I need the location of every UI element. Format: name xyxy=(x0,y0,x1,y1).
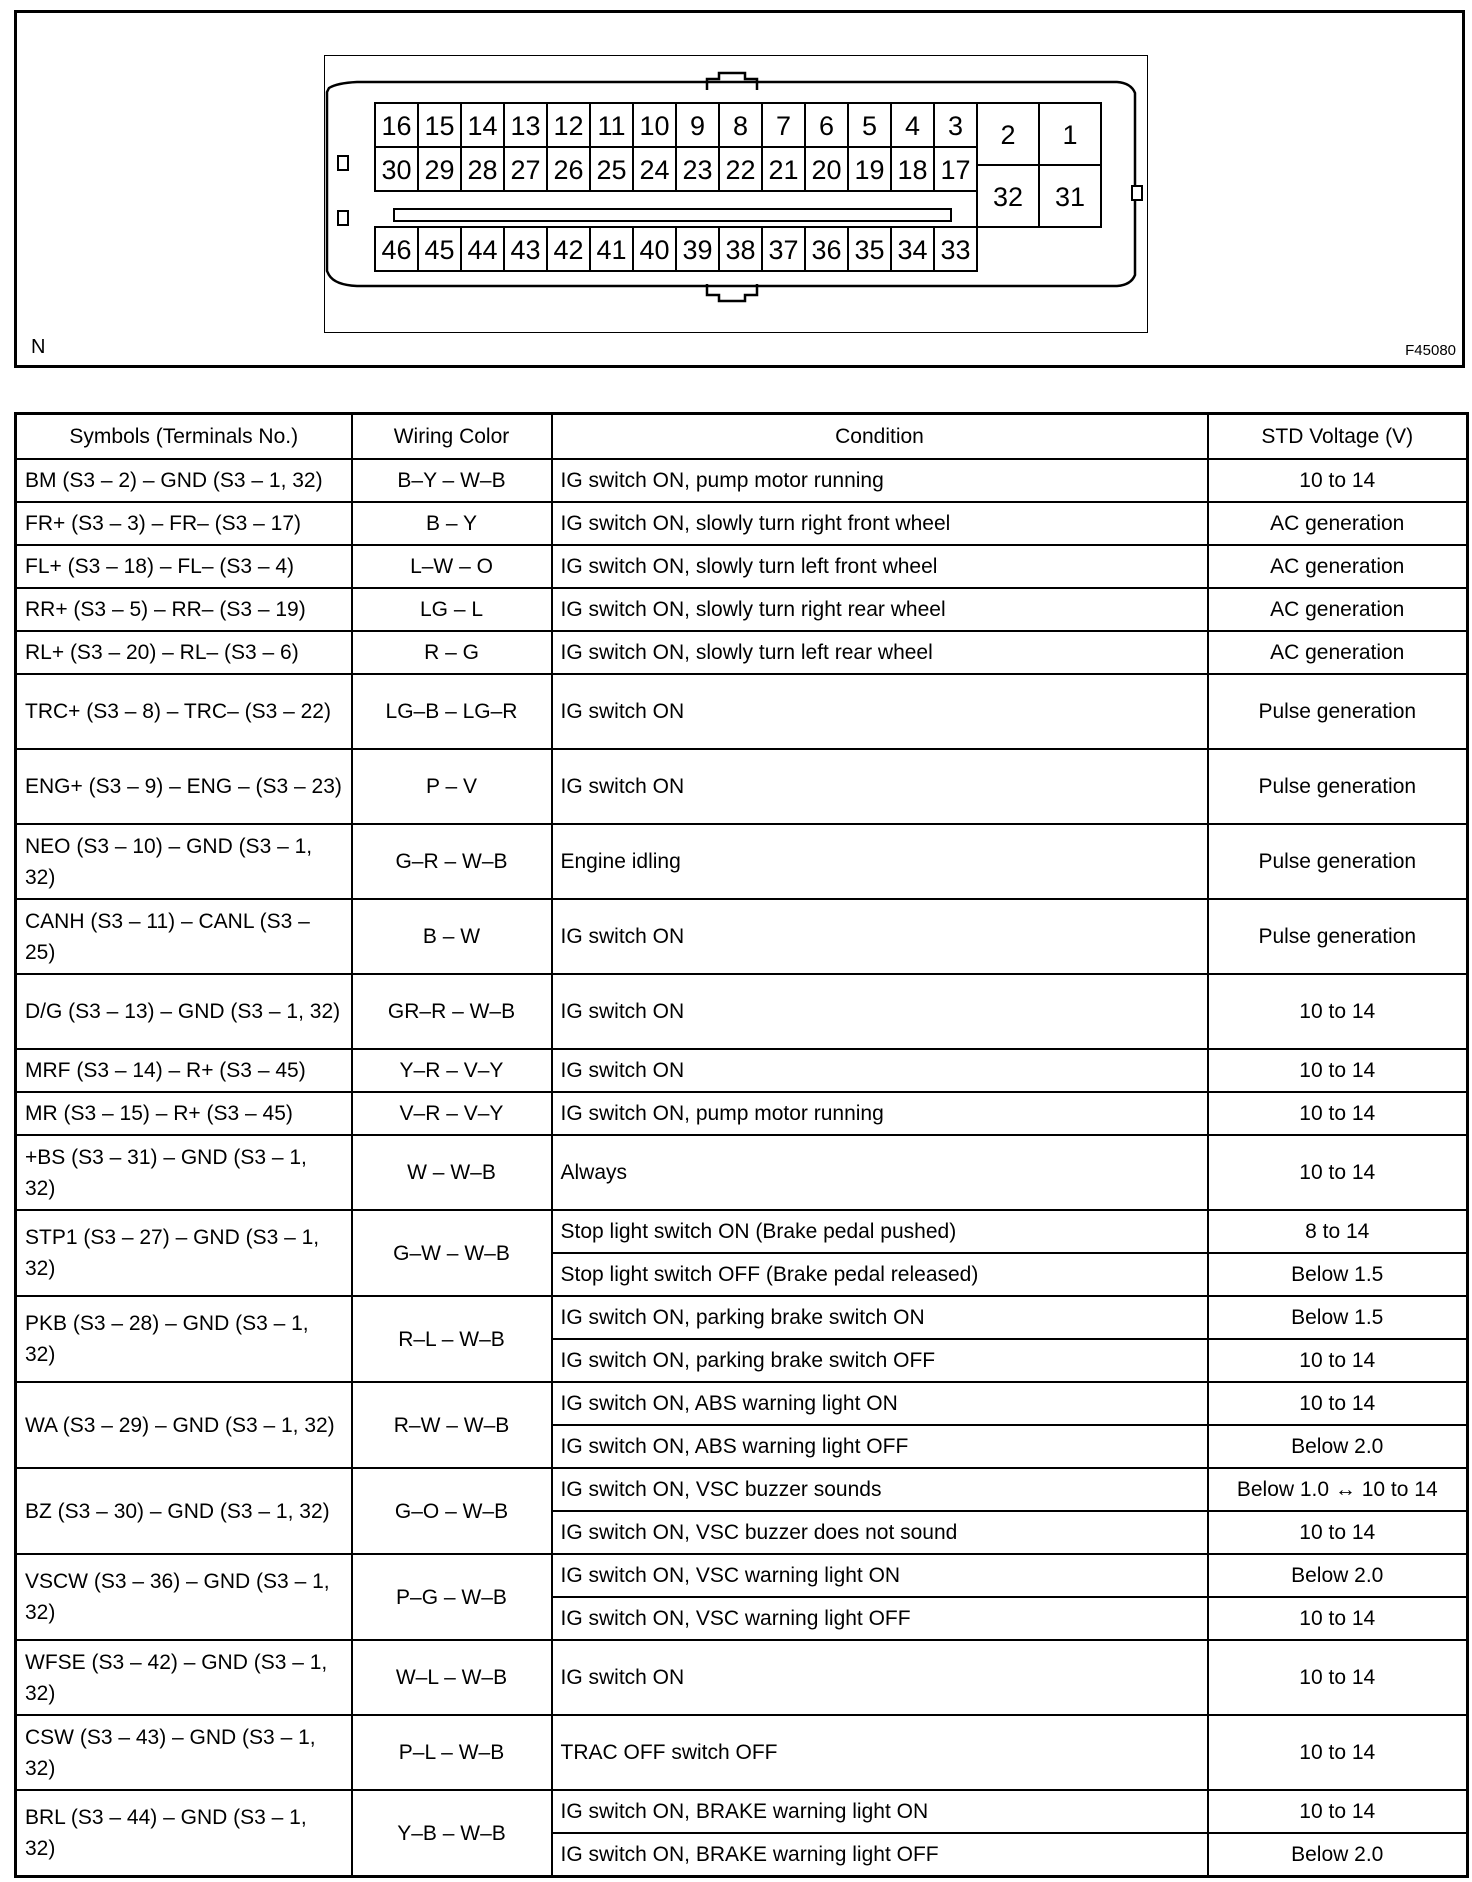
terminal-symbol: ENG+ (S3 – 9) – ENG – (S3 – 23) xyxy=(16,749,352,824)
condition: Always xyxy=(552,1135,1208,1210)
terminal-symbol: CSW (S3 – 43) – GND (S3 – 1, 32) xyxy=(16,1715,352,1790)
wiring-color: LG–B – LG–R xyxy=(352,674,552,749)
table-row xyxy=(16,1715,1468,1790)
left-tab-upper xyxy=(338,156,348,170)
std-voltage: Below 1.5 xyxy=(1208,1253,1468,1296)
std-voltage: Below 2.0 xyxy=(1208,1554,1468,1597)
std-voltage: 10 to 14 xyxy=(1208,1135,1468,1210)
condition: IG switch ON, ABS warning light ON xyxy=(552,1382,1208,1425)
table-row xyxy=(16,1554,1468,1597)
terminal-symbol: MRF (S3 – 14) – R+ (S3 – 45) xyxy=(16,1049,352,1092)
terminal-symbol: RR+ (S3 – 5) – RR– (S3 – 19) xyxy=(16,588,352,631)
wiring-color: R – G xyxy=(352,631,552,674)
pin-number: 22 xyxy=(725,155,756,185)
pin-number: 14 xyxy=(467,111,498,141)
terminal-symbol: TRC+ (S3 – 8) – TRC– (S3 – 22) xyxy=(16,674,352,749)
pin-number: 46 xyxy=(381,235,412,265)
wiring-color: B – Y xyxy=(352,502,552,545)
table-row xyxy=(16,1468,1468,1511)
terminal-symbol: STP1 (S3 – 27) – GND (S3 – 1, 32) xyxy=(16,1210,352,1296)
condition: IG switch ON, slowly turn right rear wheel xyxy=(552,588,1208,631)
condition: IG switch ON, BRAKE warning light OFF xyxy=(552,1833,1208,1877)
std-voltage: Below 2.0 xyxy=(1208,1833,1468,1877)
wiring-color: P–G – W–B xyxy=(352,1554,552,1640)
pin-number: 24 xyxy=(639,155,670,185)
pin-number: 23 xyxy=(682,155,713,185)
condition: IG switch ON xyxy=(552,899,1208,974)
table-row xyxy=(16,459,1468,502)
table-row xyxy=(16,588,1468,631)
wiring-color: G–W – W–B xyxy=(352,1210,552,1296)
view-label: N xyxy=(31,336,46,358)
std-voltage: 10 to 14 xyxy=(1208,459,1468,502)
std-voltage: 10 to 14 xyxy=(1208,1597,1468,1640)
wiring-color: L–W – O xyxy=(352,545,552,588)
condition: Engine idling xyxy=(552,824,1208,899)
pin-number: 5 xyxy=(861,111,878,141)
terminal-symbol: WA (S3 – 29) – GND (S3 – 1, 32) xyxy=(16,1382,352,1468)
std-voltage: AC generation xyxy=(1208,502,1468,545)
table-row xyxy=(16,1382,1468,1425)
wiring-color: R–L – W–B xyxy=(352,1296,552,1382)
std-voltage: AC generation xyxy=(1208,545,1468,588)
pin-number: 41 xyxy=(596,235,627,265)
std-voltage: 10 to 14 xyxy=(1208,1049,1468,1092)
wiring-color: Y–B – W–B xyxy=(352,1790,552,1877)
table-row xyxy=(16,1135,1468,1210)
std-voltage: 10 to 14 xyxy=(1208,1790,1468,1833)
terminal-symbol: WFSE (S3 – 42) – GND (S3 – 1, 32) xyxy=(16,1640,352,1715)
pin-number: 4 xyxy=(904,111,921,141)
table-row xyxy=(16,1296,1468,1339)
pin-number: 11 xyxy=(597,111,626,141)
pin-number: 36 xyxy=(811,235,842,265)
wiring-color: G–O – W–B xyxy=(352,1468,552,1554)
wiring-color: LG – L xyxy=(352,588,552,631)
condition: IG switch ON, VSC warning light ON xyxy=(552,1554,1208,1597)
std-voltage: AC generation xyxy=(1208,588,1468,631)
wiring-color: P–L – W–B xyxy=(352,1715,552,1790)
condition: TRAC OFF switch OFF xyxy=(552,1715,1208,1790)
header-wiring-color: Wiring Color xyxy=(352,414,552,460)
wiring-color: Y–R – V–Y xyxy=(352,1049,552,1092)
pin-grid xyxy=(375,103,1101,271)
table-row xyxy=(16,674,1468,749)
table-row xyxy=(16,1210,1468,1253)
wiring-color: GR–R – W–B xyxy=(352,974,552,1049)
header-condition: Condition xyxy=(552,414,1208,460)
pin-number: 38 xyxy=(725,235,756,265)
wiring-color: G–R – W–B xyxy=(352,824,552,899)
table-row xyxy=(16,974,1468,1049)
pin-number: 6 xyxy=(818,111,835,141)
pin-number: 43 xyxy=(510,235,541,265)
std-voltage: 10 to 14 xyxy=(1208,1382,1468,1425)
condition: Stop light switch OFF (Brake pedal released) xyxy=(552,1253,1208,1296)
pin-number: 40 xyxy=(639,235,670,265)
table-row xyxy=(16,1790,1468,1833)
pin-number: 32 xyxy=(992,182,1024,212)
table-row xyxy=(16,749,1468,824)
std-voltage: Below 1.5 xyxy=(1208,1296,1468,1339)
condition: IG switch ON, BRAKE warning light ON xyxy=(552,1790,1208,1833)
condition: Stop light switch ON (Brake pedal pushed) xyxy=(552,1210,1208,1253)
table-row xyxy=(16,502,1468,545)
header-std-voltage: STD Voltage (V) xyxy=(1208,414,1468,460)
wiring-color: W–L – W–B xyxy=(352,1640,552,1715)
terminal-symbol: BZ (S3 – 30) – GND (S3 – 1, 32) xyxy=(16,1468,352,1554)
condition: IG switch ON, VSC buzzer does not sound xyxy=(552,1511,1208,1554)
wiring-color: R–W – W–B xyxy=(352,1382,552,1468)
pin-number: 17 xyxy=(940,155,971,185)
pin-number: 29 xyxy=(424,155,455,185)
condition: IG switch ON xyxy=(552,974,1208,1049)
terminal-symbol: FR+ (S3 – 3) – FR– (S3 – 17) xyxy=(16,502,352,545)
condition: IG switch ON, pump motor running xyxy=(552,459,1208,502)
table-header-row xyxy=(16,414,1468,460)
pin-number: 2 xyxy=(1000,120,1016,150)
std-voltage: 10 to 14 xyxy=(1208,1715,1468,1790)
condition: IG switch ON xyxy=(552,749,1208,824)
std-voltage: 8 to 14 xyxy=(1208,1210,1468,1253)
wiring-color: P – V xyxy=(352,749,552,824)
terminal-symbol: BRL (S3 – 44) – GND (S3 – 1, 32) xyxy=(16,1790,352,1877)
terminal-symbol: D/G (S3 – 13) – GND (S3 – 1, 32) xyxy=(16,974,352,1049)
pin-number: 35 xyxy=(854,235,885,265)
pin-number: 18 xyxy=(897,155,928,185)
terminal-symbol: +BS (S3 – 31) – GND (S3 – 1, 32) xyxy=(16,1135,352,1210)
std-voltage: Pulse generation xyxy=(1208,824,1468,899)
condition: IG switch ON xyxy=(552,1049,1208,1092)
std-voltage: 10 to 14 xyxy=(1208,1640,1468,1715)
std-voltage: 10 to 14 xyxy=(1208,974,1468,1049)
condition: IG switch ON, slowly turn right front wheel xyxy=(552,502,1208,545)
table-row xyxy=(16,631,1468,674)
pin-number: 21 xyxy=(768,155,799,185)
pin-number: 25 xyxy=(596,155,627,185)
connector-figure xyxy=(14,10,1465,368)
table-row xyxy=(16,1640,1468,1715)
condition: IG switch ON, VSC buzzer sounds xyxy=(552,1468,1208,1511)
pin-number: 30 xyxy=(381,155,412,185)
terminal-symbol: BM (S3 – 2) – GND (S3 – 1, 32) xyxy=(16,459,352,502)
terminal-voltage-table xyxy=(14,412,1469,1878)
pin-number: 12 xyxy=(553,111,584,141)
pin-number: 26 xyxy=(553,155,584,185)
pin-number: 15 xyxy=(424,111,455,141)
std-voltage: Below 2.0 xyxy=(1208,1425,1468,1468)
std-voltage: 10 to 14 xyxy=(1208,1511,1468,1554)
terminal-symbol: MR (S3 – 15) – R+ (S3 – 45) xyxy=(16,1092,352,1135)
header-symbols: Symbols (Terminals No.) xyxy=(16,414,352,460)
terminal-symbol: VSCW (S3 – 36) – GND (S3 – 1, 32) xyxy=(16,1554,352,1640)
terminal-symbol: FL+ (S3 – 18) – FL– (S3 – 4) xyxy=(16,545,352,588)
pin-number: 37 xyxy=(768,235,799,265)
pin-number: 34 xyxy=(897,235,928,265)
pin-number: 8 xyxy=(732,111,749,141)
terminal-symbol: PKB (S3 – 28) – GND (S3 – 1, 32) xyxy=(16,1296,352,1382)
wiring-color: B – W xyxy=(352,899,552,974)
left-tab-lower xyxy=(338,211,348,225)
wiring-color: B–Y – W–B xyxy=(352,459,552,502)
condition: IG switch ON, pump motor running xyxy=(552,1092,1208,1135)
condition: IG switch ON, parking brake switch ON xyxy=(552,1296,1208,1339)
wiring-color: V–R – V–Y xyxy=(352,1092,552,1135)
std-voltage: AC generation xyxy=(1208,631,1468,674)
std-voltage: Pulse generation xyxy=(1208,749,1468,824)
pin-number: 27 xyxy=(510,155,541,185)
condition: IG switch ON, ABS warning light OFF xyxy=(552,1425,1208,1468)
pin-number: 1 xyxy=(1062,120,1078,150)
condition: IG switch ON, VSC warning light OFF xyxy=(552,1597,1208,1640)
pin-number: 7 xyxy=(775,111,792,141)
condition: IG switch ON xyxy=(552,674,1208,749)
std-voltage: 10 to 14 xyxy=(1208,1092,1468,1135)
condition: IG switch ON, slowly turn left front wheel xyxy=(552,545,1208,588)
table-row xyxy=(16,899,1468,974)
terminal-symbol: CANH (S3 – 11) – CANL (S3 – 25) xyxy=(16,899,352,974)
pin-number: 31 xyxy=(1054,182,1086,212)
pin-number: 19 xyxy=(854,155,885,185)
pin-number: 45 xyxy=(424,235,455,265)
std-voltage: Pulse generation xyxy=(1208,899,1468,974)
pin-number: 10 xyxy=(639,111,670,141)
pin-number: 33 xyxy=(940,235,971,265)
right-tab xyxy=(1132,186,1142,200)
std-voltage: 10 to 14 xyxy=(1208,1339,1468,1382)
table-row xyxy=(16,1049,1468,1092)
pin-number: 28 xyxy=(467,155,498,185)
table-row xyxy=(16,1092,1468,1135)
pin-number: 42 xyxy=(553,235,584,265)
key-slot xyxy=(394,209,951,221)
pin-number: 16 xyxy=(381,111,412,141)
condition: IG switch ON, parking brake switch OFF xyxy=(552,1339,1208,1382)
pin-number: 44 xyxy=(467,235,498,265)
table-row xyxy=(16,824,1468,899)
connector-diagram xyxy=(17,13,1468,371)
pin-number: 3 xyxy=(947,111,964,141)
pin-number: 13 xyxy=(510,111,541,141)
figure-code: F45080 xyxy=(1405,342,1456,359)
terminal-symbol: RL+ (S3 – 20) – RL– (S3 – 6) xyxy=(16,631,352,674)
pin-number: 39 xyxy=(682,235,713,265)
pin-number: 9 xyxy=(689,111,706,141)
std-voltage: Below 1.0 ↔ 10 to 14 xyxy=(1208,1468,1468,1511)
table-row xyxy=(16,545,1468,588)
condition: IG switch ON, slowly turn left rear wheel xyxy=(552,631,1208,674)
pin-number: 20 xyxy=(811,155,842,185)
table-body xyxy=(16,459,1468,1877)
wiring-color: W – W–B xyxy=(352,1135,552,1210)
std-voltage: Pulse generation xyxy=(1208,674,1468,749)
terminal-symbol: NEO (S3 – 10) – GND (S3 – 1, 32) xyxy=(16,824,352,899)
condition: IG switch ON xyxy=(552,1640,1208,1715)
